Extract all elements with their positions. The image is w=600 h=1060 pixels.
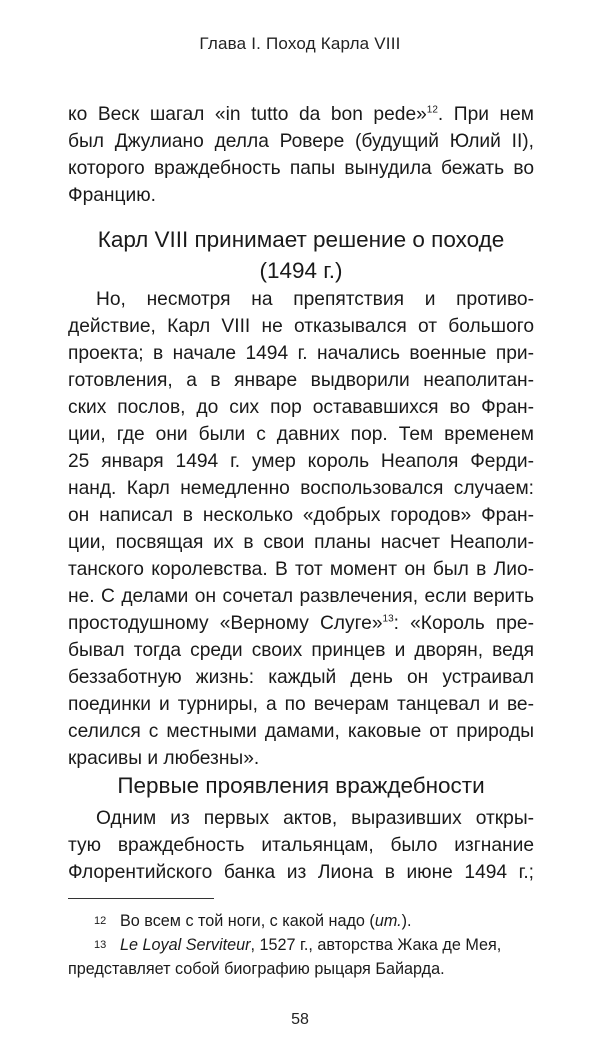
text-line: беззаботную жизнь: каждый день он устраивал: [68, 667, 534, 688]
text-line: тую враждебность итальянцам, было изгнание: [68, 835, 534, 856]
section-heading-line: Карл VIII принимает решение о походе: [97, 227, 505, 252]
text-line: ко Веск шагал «in tutto da bon pede»$^{12}$. При нем: [68, 104, 535, 125]
text-line: 25 января 1494 г. умер король Неаполя Ферди-: [68, 451, 534, 472]
text-line: он написал в несколько «добрых городов» Фран-: [68, 505, 534, 526]
section-heading-line: (1494 г.): [259, 258, 343, 283]
text-line: бывал тогда среди своих принцев и дворян, ведя: [68, 640, 534, 661]
paragraph-continuation: [68, 101, 534, 209]
text-line: был Джулиано делла Ровере (будущий Юлий II),: [68, 131, 534, 152]
paragraph: [68, 286, 534, 772]
text-line: ских послов, до сих пор остававшихся во Фран-: [68, 397, 534, 418]
text-line: которого враждебность папы вынудила бежать во: [68, 158, 534, 179]
text-line: красивы и любезны».: [68, 748, 260, 769]
footnote-number: 13: [94, 939, 107, 951]
text-line: ции, где они были с давних пор. Тем временем: [68, 424, 534, 445]
text-line: Францию.: [68, 185, 156, 206]
section-heading: [68, 224, 534, 286]
footnote-ref-13[interactable]: 13: [382, 613, 394, 625]
footnote-divider: [68, 898, 214, 899]
text-line: Но, несмотря на препятствия и противо-: [96, 289, 534, 310]
text-line: действие, Карл VIII не отказывался от большого: [68, 316, 534, 337]
text-line: готовления, а в январе выдворили неаполитан-: [68, 370, 534, 391]
text-line: танского королевства. В тот момент он был в Лио-: [68, 559, 534, 580]
text-line: Флорентийского банка из Лиона в июне 1494 г.;: [68, 862, 534, 883]
footnote-12: 12 Во всем с той ноги, с какой надо (ит.).: [68, 909, 534, 933]
text-line: поединки и турниры, а по вечерам танцевал и ве-: [68, 694, 534, 715]
text-line: нанд. Карл немедленно воспользовался случаем:: [68, 478, 534, 499]
footnote-13: 13 Le Loyal Serviteur, 1527 г., авторства Жака де Мея,: [68, 933, 534, 957]
text-line: простодушному «Верному Слуге»$^{13}$: «Король пре-: [68, 613, 534, 634]
text-line: ции, посвящая их в свои планы насчет Неаполи-: [68, 532, 534, 553]
page-number: 58: [291, 1011, 309, 1028]
text-line: проекта; в начале 1494 г. начались военные при-: [68, 343, 534, 364]
running-header: Глава I. Поход Карла VIII: [199, 34, 401, 53]
paragraph: [68, 805, 534, 886]
footnotes: [68, 909, 534, 981]
text-line: Одним из первых актов, выразивших откры-: [96, 808, 534, 829]
text-line: не. С делами он сочетал развлечения, если верить: [68, 586, 534, 607]
footnote-13-continuation: представляет собой биографию рыцаря Байарда.: [68, 960, 445, 978]
section-heading: Первые проявления враждебности: [117, 773, 485, 798]
footnote-ref-12[interactable]: 12: [426, 104, 438, 116]
footnote-number: 12: [94, 915, 107, 927]
text-line: селился с местными дамами, каковые от природы: [68, 721, 534, 742]
